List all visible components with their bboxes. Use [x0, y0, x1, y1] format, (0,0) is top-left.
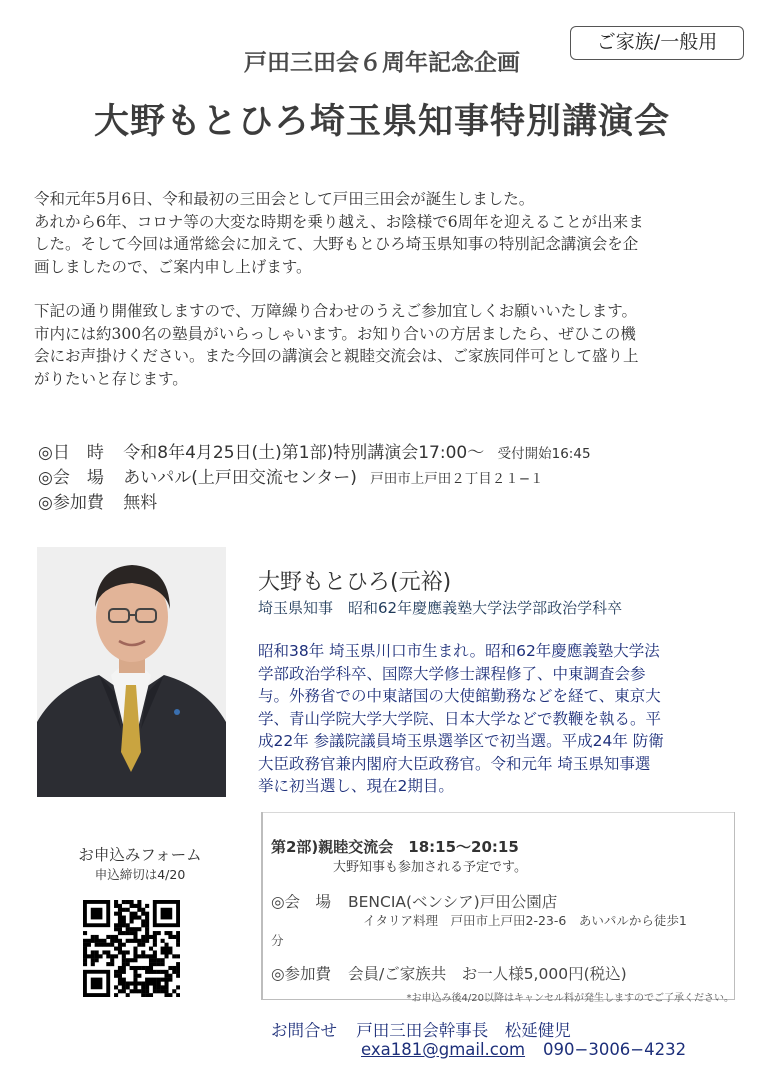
intro-line: あれから6年、コロナ等の大変な時期を乗り越え、お陰様で6周年を迎えることが出来ま	[34, 212, 644, 231]
intro-line: 令和元年5月6日、令和最初の三田会として戸田三田会が誕生しました。	[34, 190, 535, 208]
cancellation-note: *お申込み後4/20以降はキャンセル料が発生しますのでご了承ください。	[406, 993, 734, 1004]
part2-venue-detail: イタリア料理 戸田市上戸田2-23-6 あいパルから徒歩1	[363, 913, 687, 928]
speaker-name: 大野もとひろ(元裕)	[258, 570, 452, 595]
venue-value: あいパル(上戸田交流センター)	[123, 468, 357, 488]
contact-person: 戸田三田会幹事長 松延健児	[356, 1021, 571, 1040]
part2-venue-label: ◎会 場	[271, 893, 332, 911]
speaker-role: 埼玉県知事 昭和62年慶應義塾大学法学部政治学科卒	[258, 599, 623, 617]
datetime-value: 令和8年4月25日(土)第1部)特別講演会17:00〜	[123, 443, 485, 463]
datetime-label: ◎日 時	[38, 443, 104, 463]
qr-code-icon[interactable]	[83, 900, 180, 997]
contact-label: お問合せ	[271, 1021, 337, 1040]
part2-fee-label: ◎参加費	[271, 965, 332, 983]
bio-line: 昭和38年 埼玉県川口市生まれ。昭和62年慶應義塾大学法	[258, 642, 660, 660]
intro-line: がりたいと存じます。	[34, 369, 188, 388]
detail-venue	[38, 463, 544, 488]
intro-paragraph-2	[34, 300, 734, 390]
bio-line: 与。外務省での中東諸国の大使館勤務などを経て、東京大	[258, 687, 661, 705]
application-deadline: 申込締切は4/20	[94, 867, 186, 882]
bio-line: 成22年 参議院議員埼玉県選挙区で初当選。平成24年 防衛	[258, 732, 664, 750]
part2-fee-value: 会員/ご家族共 お一人様5,000円(税込)	[347, 965, 627, 983]
event-subtitle: 戸田三田会６周年記念企画	[244, 50, 520, 76]
part2-venue-detail-continued: 分	[271, 933, 284, 948]
contact-email-link[interactable]: exa181@gmail.com	[361, 1040, 526, 1059]
intro-line: 会にお声掛けください。また今回の講演会と親睦交流会は、ご家族同伴可として盛り上	[34, 347, 639, 365]
intro-line: 画しましたので、ご案内申し上げます。	[34, 257, 312, 276]
intro-paragraph-1	[34, 188, 734, 278]
contact-line	[271, 1017, 571, 1041]
application-form-label: お申込みフォーム	[78, 846, 202, 864]
intro-line: 下記の通り開催致しますので、万障繰り合わせのうえご参加宜しくお願いいたします。	[34, 302, 637, 320]
detail-fee	[38, 488, 157, 513]
contact-phone: 090−3006−4232	[543, 1040, 687, 1059]
part2-venue	[271, 890, 557, 912]
intro-line: 市内には約300名の塾員がいらっしゃいます。お知り合いの方居ましたら、ぜひこの機	[34, 324, 636, 343]
part2-title: 第2部)親睦交流会 18:15〜20:15	[271, 838, 519, 856]
application-qr-code[interactable]	[83, 900, 180, 997]
fee-label: ◎参加費	[38, 493, 104, 513]
speaker-photo	[37, 547, 226, 797]
part2-fee	[271, 962, 627, 984]
part2-venue-value: BENCIA(ベンシア)戸田公園店	[347, 893, 558, 911]
venue-label: ◎会 場	[38, 468, 104, 488]
venue-note: 戸田市上戸田２丁目２１−１	[370, 471, 544, 487]
bio-line: 学、青山学院大学大学院、日本大学などで教鞭を執る。平	[258, 709, 662, 728]
fee-value: 無料	[123, 493, 158, 513]
bio-line: 学部政治学科卒、国際大学修士課程修了、中東調査会参	[258, 664, 646, 683]
datetime-note: 受付開始16:45	[497, 446, 591, 462]
audience-badge: ご家族/一般用	[570, 26, 744, 60]
event-title: 大野もとひろ埼玉県知事特別講演会	[93, 102, 670, 142]
speaker-bio	[258, 640, 728, 798]
bio-line: 挙に初当選し、現在2期目。	[258, 777, 454, 795]
detail-datetime	[38, 438, 591, 463]
bio-line: 大臣政務官兼内閣府大臣政務官。令和元年 埼玉県知事選	[258, 754, 651, 773]
speaker-portrait-image	[37, 547, 226, 797]
intro-line: した。そして今回は通常総会に加えて、大野もとひろ埼玉県知事の特別記念講演会を企	[34, 235, 639, 253]
part2-note: 大野知事も参加される予定です。	[333, 860, 527, 875]
